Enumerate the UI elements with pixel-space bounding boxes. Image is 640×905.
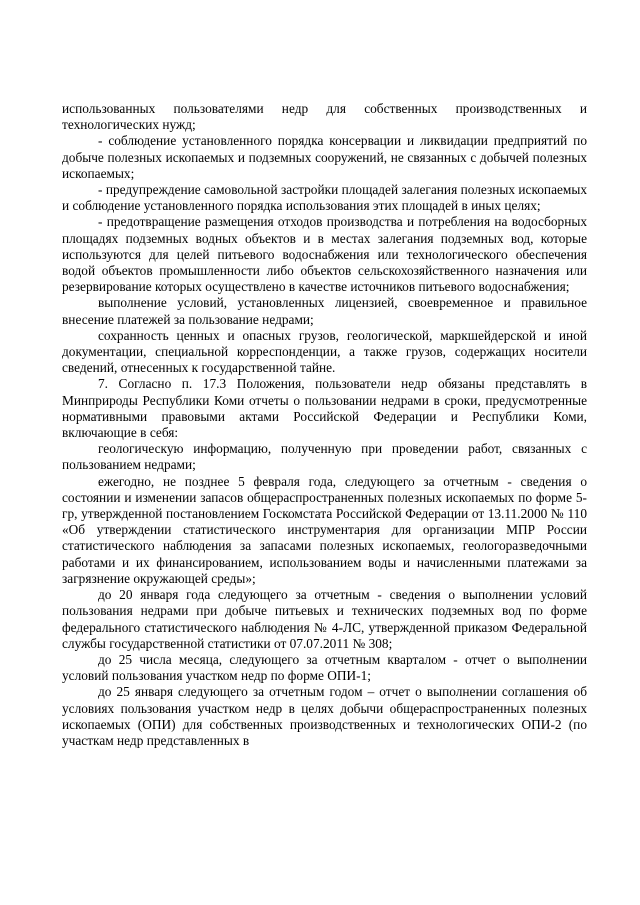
paragraph-1: использованных пользователями недр для собственных производственных и технологических нужд; [62, 101, 587, 133]
paragraph-10: до 20 января года следующего за отчетным - сведения о выполнении условий пользования недрами при добыче питьевых и технических подземных вод по форме федерального статистического наблюдения № 4-ЛС, утвержденной приказом Федеральной службы государственной статистики от 07.07.2011 № 308; [62, 587, 587, 651]
paragraph-6: сохранность ценных и опасных грузов, геологической, маркшейдерской и иной документации, специальной корреспонденции, а также грузов, содержащих носители сведений, отнесенных к государственной тайне. [62, 327, 587, 376]
paragraph-12: до 25 января следующего за отчетным годом – отчет о выполнении соглашения об условиях пользования участком недр в целях добычи общераспространенных полезных ископаемых (ОПИ) для собственных производственных и технологических ОПИ-2 (по участкам недр представленных в [62, 684, 587, 748]
paragraph-3: - предупреждение самовольной застройки площадей залегания полезных ископаемых и соблюдение установленного порядка использования этих площадей в иных целях; [62, 182, 587, 214]
paragraph-4: - предотвращение размещения отходов производства и потребления на водосборных площадях подземных водных объектов и в местах залегания подземных вод, которые используются для целей питьевого водоснабжения или технологического обеспечения водой объектов промышленности либо объектов сельскохозяйственного назначения или резервирование которых осуществлено в качестве источников питьевого водоснабжения; [62, 214, 587, 295]
paragraph-5: выполнение условий, установленных лицензией, своевременное и правильное внесение платежей за пользование недрами; [62, 295, 587, 327]
paragraph-2: - соблюдение установленного порядка консервации и ликвидации предприятий по добыче полезных ископаемых и подземных сооружений, не связанных с добычей полезных ископаемых; [62, 133, 587, 181]
paragraph-9: ежегодно, не позднее 5 февраля года, следующего за отчетным - сведения о состоянии и изменении запасов общераспространенных полезных ископаемых по форме 5-гр, утвержденной постановлением Госкомстата Российской Федерации от 13.11.2000 № 110 «Об утверждении статистического инструментария для организации МПР России статистического наблюдения за запасами полезных ископаемых, геологоразведочными работами и их финансированием, использованием воды и начисленными платежами за загрязнение окружающей среды»; [62, 473, 587, 586]
paragraph-11: до 25 числа месяца, следующего за отчетным кварталом - отчет о выполнении условий пользования участком недр по форме ОПИ-1; [62, 651, 587, 684]
paragraph-7: 7. Согласно п. 17.3 Положения, пользователи недр обязаны представлять в Минприроды Республики Коми отчеты о пользовании недрами в сроки, предусмотренные нормативными правовыми актами Российской Федерации и Республики Коми, включающие в себя: [62, 376, 587, 441]
paragraph-8: геологическую информацию, полученную при проведении работ, связанных с пользованием недрами; [62, 441, 587, 473]
